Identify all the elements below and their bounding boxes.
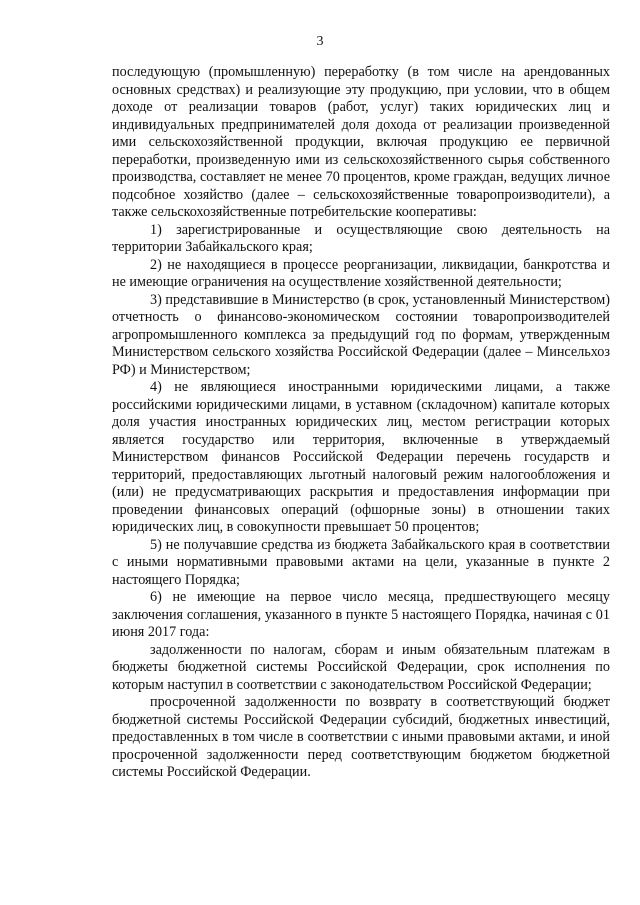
paragraph-item-6: 6) не имеющие на первое число месяца, предшествующего месяцу заключения соглашения, указанного в пункте 5 настоящего Порядка, начиная с 01 июня 2017 года: — [112, 589, 610, 640]
paragraph-item-2: 2) не находящиеся в процессе реорганизации, ликвидации, банкротства и не имеющие ограничения на осуществление хозяйственной деятельности; — [112, 256, 610, 290]
paragraph-item-5: 5) не получавшие средства из бюджета Забайкальского края в соответствии с иными нормативными правовыми актами на цели, указанные в пункте 2 настоящего Порядка; — [112, 536, 610, 588]
paragraph-item-1: 1) зарегистрированные и осуществляющие свою деятельность на территории Забайкальского края; — [112, 221, 610, 255]
paragraph-item-3: 3) представившие в Министерство (в срок, установленный Министерством) отчетность о финансово-экономическом состоянии товаропроизводителей агропромышленного комплекса за предыдущий год по формам, утвержденным Министерством сельского хозяйства Российской Федерации (далее – Минсельхоз РФ) и Министерством; — [112, 291, 610, 378]
paragraph-intro-continuation: последующую (промышленную) переработку (в том числе на арендованных основных средствах) и реализующие эту продукцию, при условии, что в общем доходе от реализации товаров (работ, услуг) таких юридических лиц и индивидуальных предпринимателей доля дохода от реализации произведенной ими сельскохозяйственной продукции, включая продукцию ее первичной переработки, произведенную ими из сельскохозяйственного сырья собственного производства, составляет не менее 70 процентов, кроме граждан, ведущих личное подсобное хозяйство (далее – сельскохозяйственные товаропроизводители), а также сельскохозяйственные потребительские кооперативы: — [112, 64, 610, 220]
page-number: 3 — [316, 34, 324, 49]
paragraph-item-4: 4) не являющиеся иностранными юридическими лицами, а также российскими юридическими лицами, в уставном (складочном) капитале которых доля участия иностранных юридических лиц, местом регистрации которых является государство или территория, включенные в утверждаемый Министерством финансов Российской Федерации перечень государств и территорий, предоставляющих льготный налоговый режим налогообложения и (или) не предусматривающих раскрытия и предоставления информации при проведении финансовых операций (офшорные зоны) в отношении таких юридических лиц, в совокупности превышает 50 процентов; — [112, 379, 610, 535]
body-text — [112, 64, 610, 782]
paragraph-overdue-debt: просроченной задолженности по возврату в соответствующий бюджет бюджетной системы Российской Федерации субсидий, бюджетных инвестиций, предоставленных в том числе в соответствии с иными правовыми актами, и иной просроченной задолженности перед соответствующим бюджетом бюджетной системы Российской Федерации. — [112, 694, 610, 780]
paragraph-tax-debt: задолженности по налогам, сборам и иным обязательным платежам в бюджеты бюджетной системы Российской Федерации, срок исполнения по которым наступил в соответствии с законодательством Российской Федерации; — [112, 641, 610, 693]
